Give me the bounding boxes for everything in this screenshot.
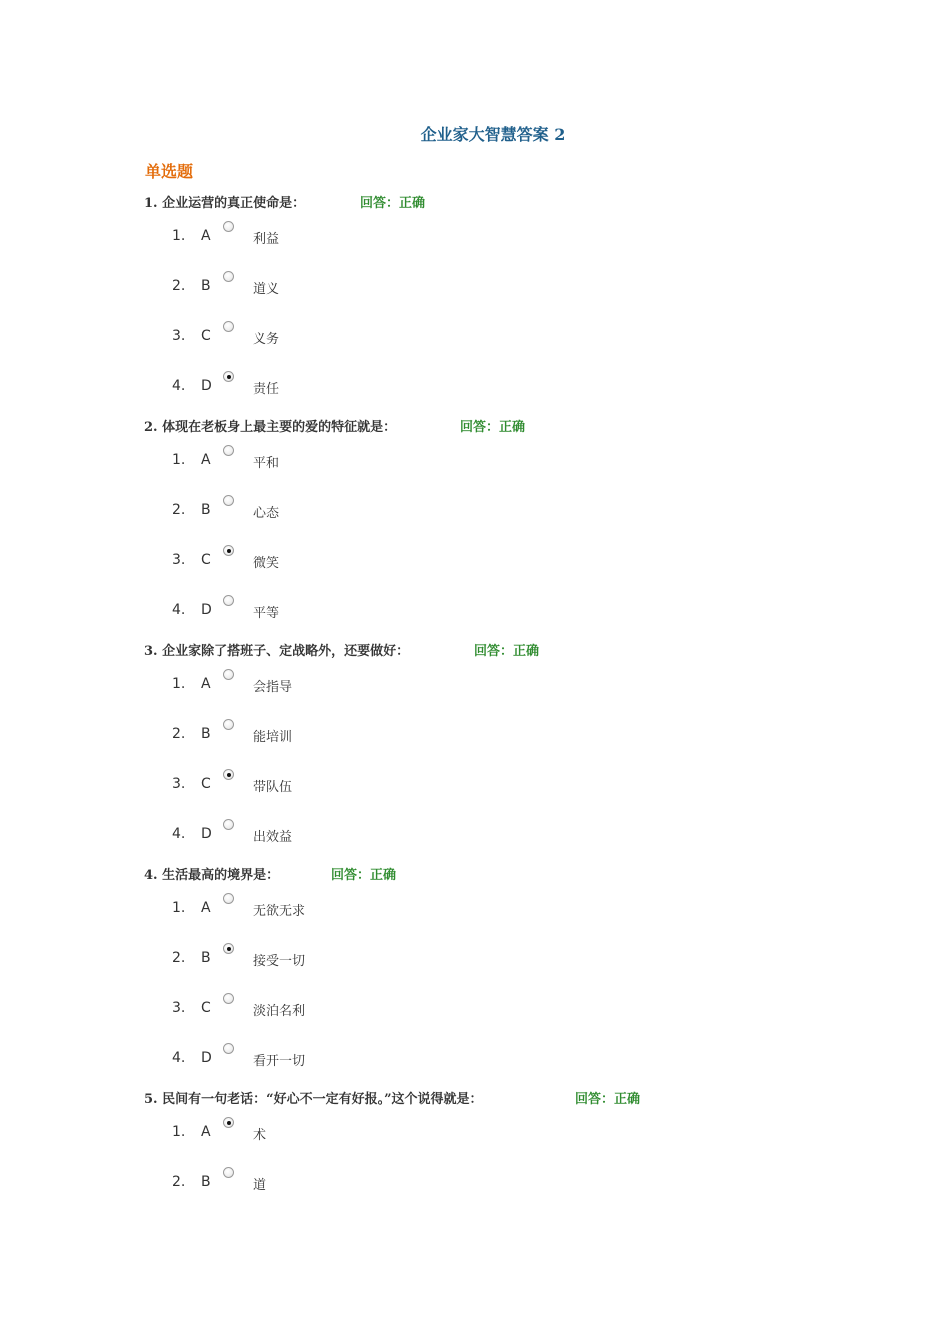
- option-text: 平等: [253, 606, 280, 621]
- option-letter: A: [201, 452, 211, 468]
- question-label: 2. 体现在老板身上最主要的爱的特征就是：: [144, 420, 397, 435]
- option-number: 4.: [172, 1050, 186, 1066]
- radio-selected-icon[interactable]: [223, 943, 234, 954]
- document-title: 企业家大智慧答案 2: [420, 125, 566, 144]
- question-label: 1. 企业运营的真正使命是：: [144, 196, 306, 211]
- option-text: 能培训: [253, 730, 293, 745]
- option-text: 无欲无求: [253, 904, 306, 919]
- option-text: 会指导: [253, 680, 293, 695]
- section-title: 单选题: [145, 162, 194, 181]
- radio-unselected-icon[interactable]: [223, 993, 234, 1004]
- question-1-text: [144, 192, 426, 211]
- question-2-option-b[interactable]: [172, 498, 472, 520]
- option-letter: B: [201, 502, 211, 518]
- radio-unselected-icon[interactable]: [223, 819, 234, 830]
- option-number: 3.: [172, 552, 186, 568]
- option-text: 带队伍: [253, 780, 293, 795]
- option-text: 微笑: [253, 556, 280, 571]
- option-number: 3.: [172, 1000, 186, 1016]
- option-text: 接受一切: [253, 954, 306, 969]
- option-text: 看开一切: [253, 1054, 306, 1069]
- option-text: 心态: [253, 506, 280, 521]
- question-3-option-d[interactable]: [172, 822, 472, 844]
- option-number: 1.: [172, 676, 186, 692]
- option-letter: B: [201, 726, 211, 742]
- option-number: 1.: [172, 1124, 186, 1140]
- question-4-option-b[interactable]: [172, 946, 472, 968]
- question-4-option-c[interactable]: [172, 996, 472, 1018]
- option-letter: B: [201, 1174, 211, 1190]
- question-3-option-a[interactable]: [172, 672, 472, 694]
- radio-unselected-icon[interactable]: [223, 221, 234, 232]
- option-text: 利益: [253, 232, 280, 247]
- option-number: 1.: [172, 452, 186, 468]
- option-text: 出效益: [253, 830, 293, 845]
- option-letter: D: [201, 602, 212, 618]
- option-letter: B: [201, 278, 211, 294]
- option-text: 术: [253, 1128, 267, 1143]
- question-5-option-a[interactable]: [172, 1120, 472, 1142]
- option-number: 3.: [172, 328, 186, 344]
- option-number: 2.: [172, 278, 186, 294]
- option-letter: A: [201, 1124, 211, 1140]
- option-letter: A: [201, 228, 211, 244]
- question-4-option-a[interactable]: [172, 896, 472, 918]
- option-letter: B: [201, 950, 211, 966]
- question-label: 5. 民间有一句老话：“好心不一定有好报。”这个说得就是：: [144, 1092, 483, 1107]
- radio-unselected-icon[interactable]: [223, 1167, 234, 1178]
- option-letter: C: [201, 328, 211, 344]
- option-number: 2.: [172, 502, 186, 518]
- option-letter: C: [201, 776, 211, 792]
- question-2-text: [144, 416, 526, 435]
- option-number: 1.: [172, 900, 186, 916]
- radio-unselected-icon[interactable]: [223, 1043, 234, 1054]
- radio-selected-icon[interactable]: [223, 769, 234, 780]
- question-label: 4. 生活最高的境界是：: [144, 868, 280, 883]
- option-letter: D: [201, 1050, 212, 1066]
- question-3-option-b[interactable]: [172, 722, 472, 744]
- radio-unselected-icon[interactable]: [223, 445, 234, 456]
- option-number: 4.: [172, 378, 186, 394]
- question-1-option-d[interactable]: [172, 374, 472, 396]
- radio-selected-icon[interactable]: [223, 545, 234, 556]
- answer-result-badge: 回答：正确: [474, 644, 540, 659]
- option-letter: D: [201, 378, 212, 394]
- option-letter: C: [201, 552, 211, 568]
- question-1-option-b[interactable]: [172, 274, 472, 296]
- option-letter: C: [201, 1000, 211, 1016]
- option-text: 淡泊名利: [253, 1004, 306, 1019]
- radio-unselected-icon[interactable]: [223, 595, 234, 606]
- radio-unselected-icon[interactable]: [223, 893, 234, 904]
- option-number: 2.: [172, 1174, 186, 1190]
- radio-unselected-icon[interactable]: [223, 669, 234, 680]
- answer-result-badge: 回答：正确: [360, 196, 426, 211]
- answer-result-badge: 回答：正确: [460, 420, 526, 435]
- option-text: 责任: [253, 382, 280, 397]
- question-2-option-d[interactable]: [172, 598, 472, 620]
- option-number: 1.: [172, 228, 186, 244]
- option-number: 4.: [172, 826, 186, 842]
- question-1-option-a[interactable]: [172, 224, 472, 246]
- radio-unselected-icon[interactable]: [223, 271, 234, 282]
- question-label: 3. 企业家除了搭班子、定战略外，还要做好：: [144, 644, 410, 659]
- question-4-text: [144, 864, 397, 883]
- answer-result-badge: 回答：正确: [331, 868, 397, 883]
- option-text: 义务: [253, 332, 280, 347]
- question-3-text: [144, 640, 540, 659]
- radio-selected-icon[interactable]: [223, 371, 234, 382]
- option-letter: A: [201, 900, 211, 916]
- option-letter: A: [201, 676, 211, 692]
- option-text: 道: [253, 1178, 267, 1193]
- option-text: 道义: [253, 282, 280, 297]
- option-text: 平和: [253, 456, 280, 471]
- radio-unselected-icon[interactable]: [223, 321, 234, 332]
- question-3-option-c[interactable]: [172, 772, 472, 794]
- option-number: 2.: [172, 950, 186, 966]
- answer-result-badge: 回答：正确: [575, 1092, 641, 1107]
- question-1-option-c[interactable]: [172, 324, 472, 346]
- radio-selected-icon[interactable]: [223, 1117, 234, 1128]
- radio-unselected-icon[interactable]: [223, 495, 234, 506]
- question-2-option-c[interactable]: [172, 548, 472, 570]
- option-number: 4.: [172, 602, 186, 618]
- question-4-option-d[interactable]: [172, 1046, 472, 1068]
- option-letter: D: [201, 826, 212, 842]
- option-number: 3.: [172, 776, 186, 792]
- question-5-text: [144, 1088, 641, 1107]
- radio-unselected-icon[interactable]: [223, 719, 234, 730]
- question-2-option-a[interactable]: [172, 448, 472, 470]
- option-number: 2.: [172, 726, 186, 742]
- question-5-option-b[interactable]: [172, 1170, 472, 1192]
